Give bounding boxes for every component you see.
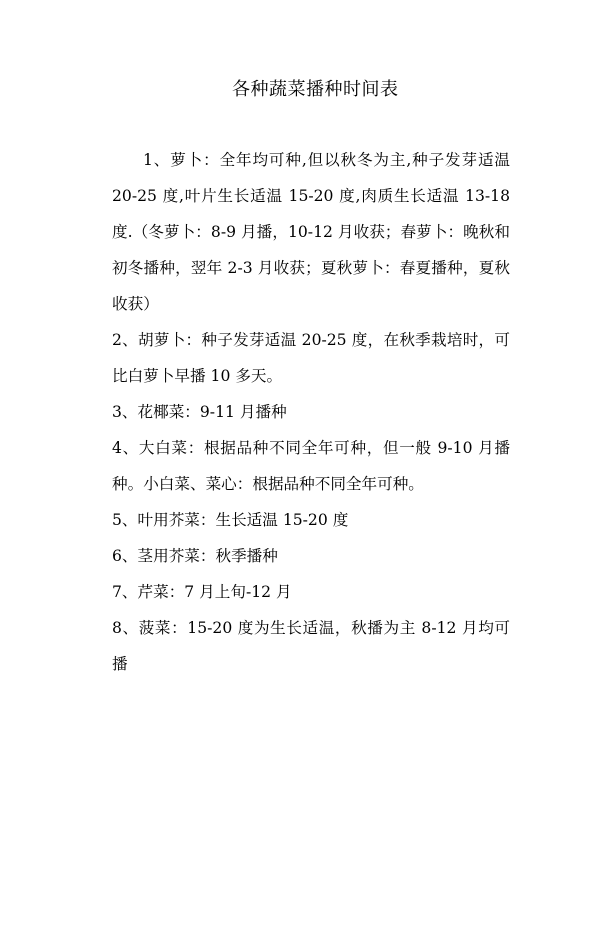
document-page [0,78,600,927]
list-item: 1、萝卜：全年均可种,但以秋冬为主,种子发芽适温 20-25 度,叶片生长适温 15-20 度,肉质生长适温 13-18 度.（冬萝卜：8-9 月播，10-12 月收获；春萝卜：晚秋和初冬播种，翌年 2-3 月收获；夏秋萝卜：春夏播种，夏秋收获） [112,151,510,313]
list-item: 4、大白菜：根据品种不同全年可种，但一般 9-10 月播种。小白菜、菜心：根据品种不同全年可种。 [112,439,510,493]
vegetable-list [112,142,510,682]
list-item: 8、菠菜：15-20 度为生长适温，秋播为主 8-12 月均可播 [112,619,510,673]
document-title: 各种蔬菜播种时间表 [232,79,399,100]
list-item: 7、芹菜：7 月上旬-12 月 [112,583,292,601]
list-item: 6、茎用芥菜：秋季播种 [112,547,278,565]
list-item: 3、花椰菜：9-11 月播种 [112,403,287,421]
list-item: 5、叶用芥菜：生长适温 15-20 度 [112,511,349,529]
list-item: 2、胡萝卜：种子发芽适温 20-25 度，在秋季栽培时，可比白萝卜早播 10 多天。 [112,331,510,385]
